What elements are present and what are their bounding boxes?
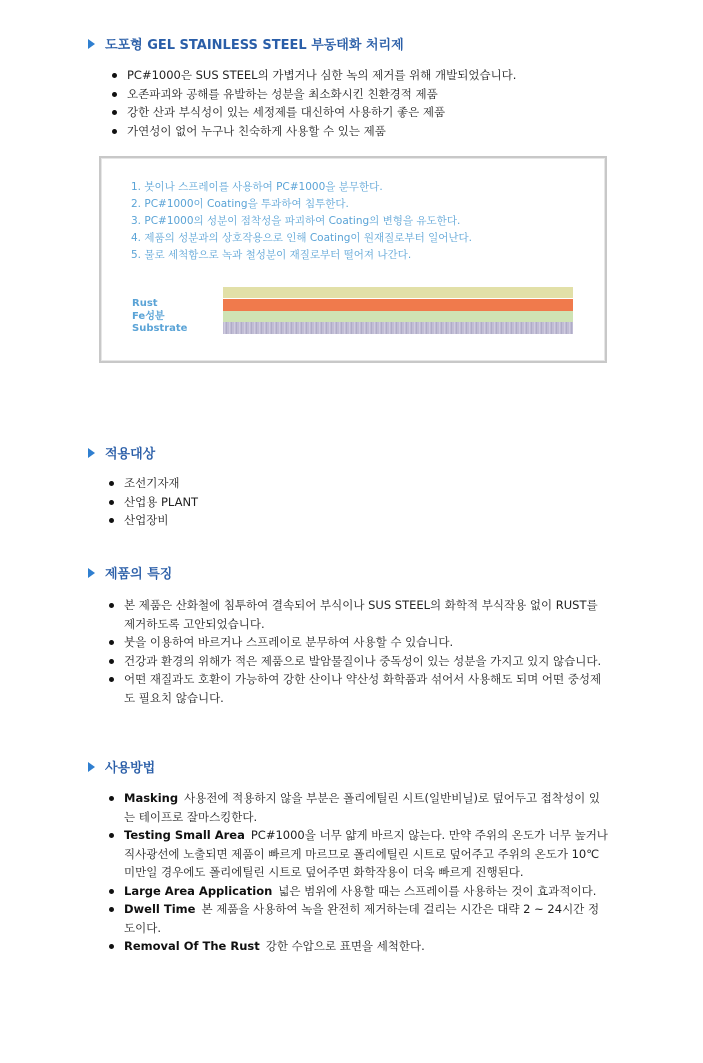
process-steps <box>131 179 472 264</box>
usage-text: PC#1000을 너무 얇게 바르지 않는다. 만약 주위의 온도가 너무 높거나 직사광선에 노출되면 제품이 빠르게 마르므로 폴리에틸린 시트로 덮어주고 주위의 온도가 10℃ 미만일 경우에도 폴리에틸린 시트로 덮어주면 화학작용이 더욱 빠르게 진행된다. <box>124 828 608 879</box>
process-step: 4. 제품의 성분과의 상호작용으로 인해 Coating이 원재질로부터 일어난다. <box>131 232 472 244</box>
section-title-text: 사용방법 <box>105 761 156 776</box>
layer-label-fe: Fe성분 <box>132 310 165 322</box>
list-item <box>109 937 609 956</box>
section-title-product <box>88 34 404 53</box>
process-step: 1. 붓이나 스프레이를 사용하여 PC#1000을 분무한다. <box>131 181 383 193</box>
product-intro-list <box>112 66 592 140</box>
list-item: 붓을 이용하여 바르거나 스프레이로 분무하여 사용할 수 있습니다. <box>109 633 609 652</box>
usage-label: Masking <box>124 791 179 805</box>
layer-label-rust: Rust <box>132 298 158 309</box>
usage-list <box>109 789 609 956</box>
layer-bar-fe <box>223 299 573 311</box>
usage-text: 사용전에 적용하지 않을 부분은 폴리에틸린 시트(일반비닐)로 덮어두고 접착성이 있는 테이프로 잘마스킹한다. <box>124 791 600 824</box>
list-item: 본 제품은 산화철에 침투하여 결속되어 부식이나 SUS STEEL의 화학적 부식작용 없이 RUST를 제거하도록 고안되었습니다. <box>109 596 609 633</box>
section-title-text: 제품의 특징 <box>105 567 173 582</box>
usage-text: 본 제품을 사용하여 녹을 완전히 제거하는데 걸리는 시간은 대략 2 ~ 24시간 정도이다. <box>124 902 600 935</box>
process-step: 3. PC#1000의 성분이 점착성을 파괴하여 Coating의 변형을 유도한다. <box>131 215 461 227</box>
list-item: PC#1000은 SUS STEEL의 가볍거나 심한 녹의 제거를 위해 개발되었습니다. <box>112 66 592 85</box>
section-title-features <box>88 563 172 582</box>
process-diagram <box>99 156 607 363</box>
section-title-applications <box>88 443 155 462</box>
layer-label-substrate: Substrate <box>132 323 188 334</box>
list-item: 건강과 환경의 위해가 적은 제품으로 발암물질이나 중독성이 있는 성분을 가지고 있지 않습니다. <box>109 652 609 671</box>
list-item: 가연성이 없어 누구나 친숙하게 사용할 수 있는 제품 <box>112 122 592 141</box>
usage-label: Large Area Application <box>124 883 273 898</box>
list-item: 오존파괴와 공해를 유발하는 성분을 최소화시킨 친환경적 제품 <box>112 85 592 104</box>
layer-bar-substrate <box>223 322 573 334</box>
section-title-text: 적용대상 <box>105 447 156 462</box>
layer-bar-coating <box>223 311 573 322</box>
list-item: 산업장비 <box>109 511 589 530</box>
list-item <box>109 826 609 882</box>
process-step: 5. 물로 세척함으로 녹과 철성분이 재질로부터 떨어져 나간다. <box>131 249 412 261</box>
list-item: 강한 산과 부식성이 있는 세정제를 대신하여 사용하기 좋은 제품 <box>112 103 592 122</box>
list-item <box>109 900 609 937</box>
triangle-bullet-icon <box>88 762 95 772</box>
applications-list <box>109 474 589 530</box>
list-item: 산업용 PLANT <box>109 493 589 512</box>
features-list <box>109 596 609 707</box>
triangle-bullet-icon <box>88 568 95 578</box>
list-item: 어떤 재질과도 호환이 가능하여 강한 산이나 약산성 화학품과 섞어서 사용해도 되며 어떤 중성제도 필요치 않습니다. <box>109 670 609 707</box>
section-title-usage <box>88 757 155 776</box>
usage-label: Removal Of The Rust <box>124 939 260 953</box>
triangle-bullet-icon <box>88 448 95 458</box>
layer-labels <box>132 298 187 336</box>
usage-label: Testing Small Area <box>124 828 245 842</box>
layer-bar-rust <box>223 287 573 298</box>
usage-label: Dwell Time <box>124 902 196 916</box>
list-item <box>109 789 609 826</box>
usage-text: 강한 수압으로 표면을 세척한다. <box>265 939 425 953</box>
process-step: 2. PC#1000이 Coating을 투과하여 침투한다. <box>131 198 349 210</box>
usage-text: 넓은 범위에 사용할 때는 스프레이를 사용하는 것이 효과적이다. <box>278 883 597 898</box>
triangle-bullet-icon <box>88 39 95 49</box>
list-item: 조선기자재 <box>109 474 589 493</box>
section-title-text: 도포형 GEL STAINLESS STEEL 부동태화 처리제 <box>105 38 404 53</box>
list-item <box>109 882 609 901</box>
